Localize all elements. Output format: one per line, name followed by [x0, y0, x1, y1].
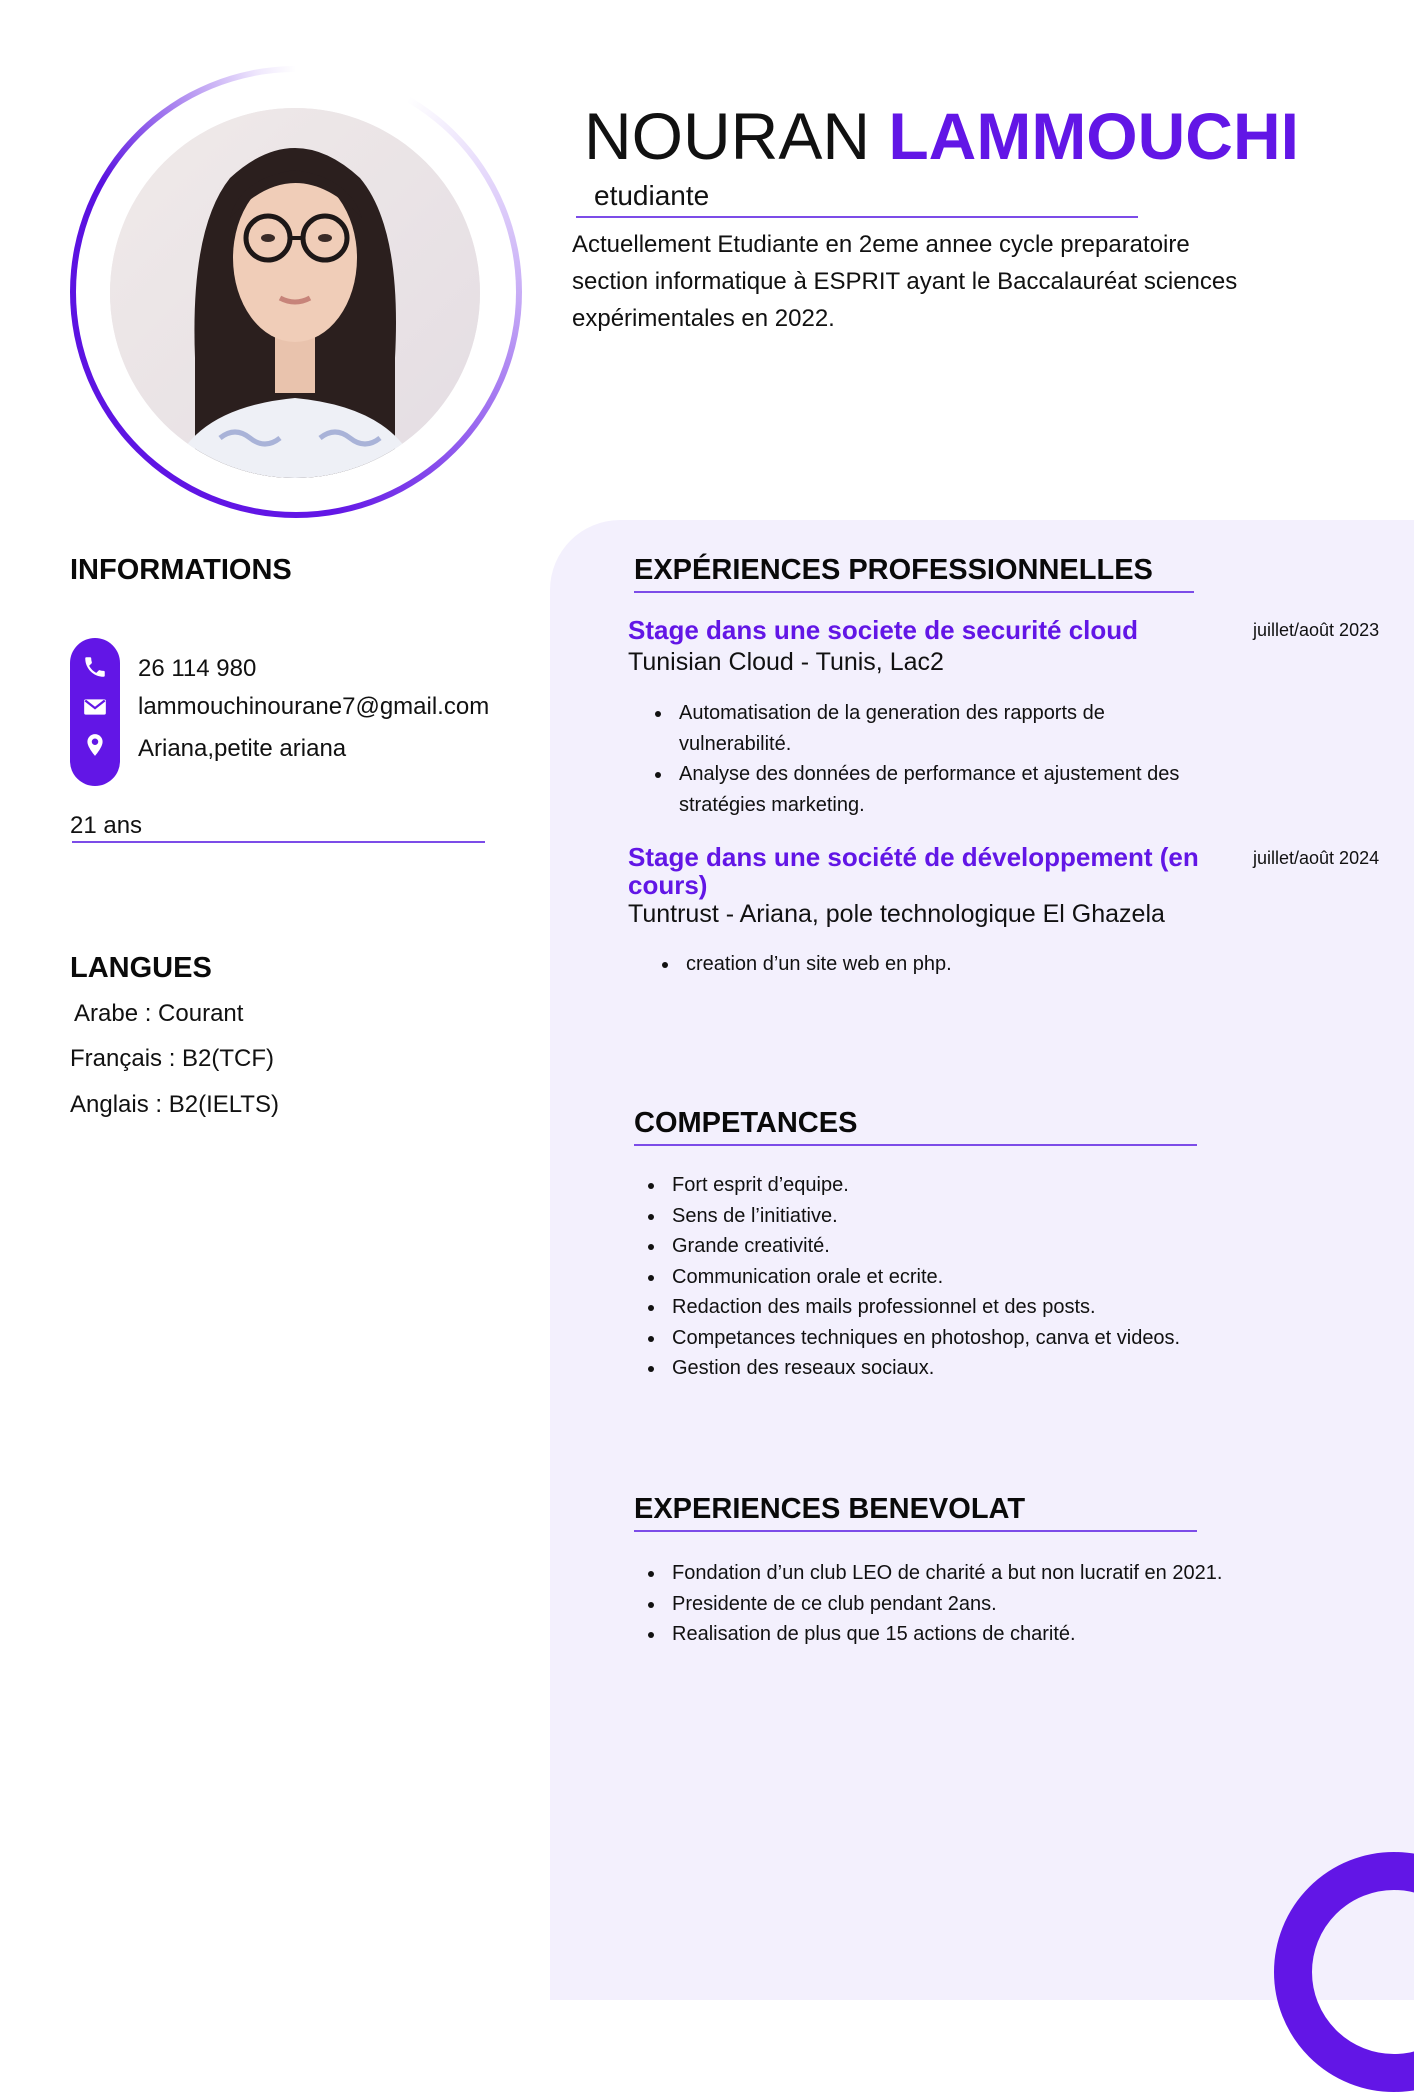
age: 21 ans [70, 812, 143, 839]
list-item: • Gestion des reseaux sociaux. [666, 1353, 1286, 1384]
phone-icon [82, 654, 108, 680]
phone-number: 26 114 980 [138, 655, 257, 682]
address: Ariana,petite ariana [138, 735, 347, 762]
list-item: • Automatisation de la generation des rapports de vulnerabilité. [673, 698, 1213, 759]
list-item: • creation d’un site web en php. [680, 949, 1220, 980]
job-bullets [652, 949, 1220, 980]
experiences-underline [634, 591, 1194, 593]
list-item: • Analyse des données de performance et ajustement des stratégies marketing. [673, 759, 1213, 820]
job-title: Stage dans une société de développement (en cours) [628, 842, 1199, 900]
language-item: Français : B2(TCF) [70, 1045, 275, 1072]
benevolat-list [638, 1558, 1306, 1650]
full-name [584, 96, 1299, 176]
list-item: • Sens de l’initiative. [666, 1201, 1286, 1232]
job-organization: Tunisian Cloud - Tunis, Lac2 [628, 648, 944, 676]
langues-heading: LANGUES [70, 952, 212, 984]
job-role: etudiante [594, 180, 710, 211]
competances-underline [634, 1144, 1197, 1146]
job-bullets [645, 698, 1213, 820]
language-item: Arabe : Courant [74, 1000, 244, 1027]
list-item: • Realisation de plus que 15 actions de charité. [666, 1619, 1306, 1650]
job-date: juillet/août 2023 [1253, 620, 1380, 640]
last-name: LAMMOUCHI [888, 99, 1299, 173]
list-item: • Grande creativité. [666, 1231, 1286, 1262]
role-underline [576, 216, 1138, 218]
informations-heading: INFORMATIONS [70, 554, 292, 586]
job-date: juillet/août 2024 [1253, 848, 1380, 868]
age-underline [72, 841, 485, 843]
competances-list [638, 1170, 1286, 1384]
job-title: Stage dans une societe de securité cloud [628, 615, 1139, 645]
list-item: • Competances techniques en photoshop, canva et videos. [666, 1323, 1286, 1354]
location-icon [82, 732, 108, 758]
profile-photo [110, 108, 480, 478]
list-item: • Fort esprit d’equipe. [666, 1170, 1286, 1201]
list-item: • Redaction des mails professionnel et des posts. [666, 1292, 1286, 1323]
experiences-heading: EXPÉRIENCES PROFESSIONNELLES [634, 554, 1153, 586]
mail-icon [82, 694, 108, 720]
email-address[interactable]: lammouchinourane7@gmail.com [138, 693, 490, 720]
language-item: Anglais : B2(IELTS) [70, 1091, 279, 1118]
job-organization: Tuntrust - Ariana, pole technologique El Ghazela [628, 900, 1165, 928]
list-item: • Communication orale et ecrite. [666, 1262, 1286, 1293]
competances-heading: COMPETANCES [634, 1107, 858, 1139]
profile-summary: Actuellement Etudiante en 2eme annee cycle preparatoire section informatique à ESPRIT ayant le Baccalauréat sciences expérimentales en 2022. [572, 231, 1238, 332]
benevolat-underline [634, 1530, 1197, 1532]
list-item: • Fondation d’un club LEO de charité a but non lucratif en 2021. [666, 1558, 1306, 1589]
benevolat-heading: EXPERIENCES BENEVOLAT [634, 1493, 1026, 1525]
list-item: • Presidente de ce club pendant 2ans. [666, 1589, 1306, 1620]
first-name: NOURAN [584, 99, 871, 173]
